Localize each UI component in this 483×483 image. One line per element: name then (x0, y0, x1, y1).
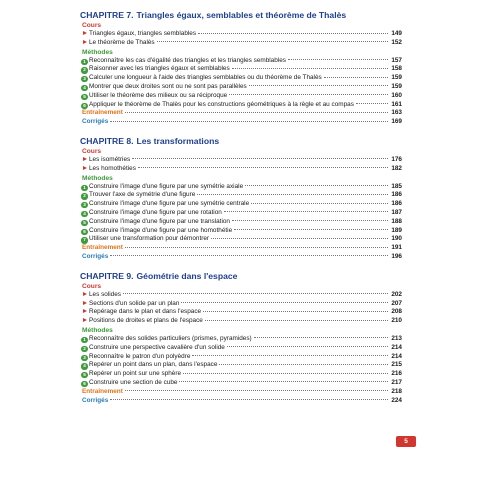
entry-page: 214 (391, 352, 402, 360)
triangle-bullet-icon (83, 31, 87, 35)
dot-leader (232, 68, 388, 69)
chapter-title-text: Les transformations (136, 135, 220, 146)
toc-entry-cours[interactable] (80, 291, 402, 300)
toc-entry-entrainement[interactable] (80, 388, 402, 397)
dot-leader (138, 167, 388, 168)
entry-page: 186 (391, 191, 402, 199)
entry-label: Les homothéties (89, 164, 136, 172)
toc-entry-methode[interactable] (80, 92, 402, 101)
entry-page: 157 (391, 56, 402, 64)
toc-entry-methode[interactable] (80, 344, 402, 353)
triangle-bullet-icon (83, 40, 87, 44)
dot-leader (157, 41, 388, 42)
number-circle-icon: 4 (83, 210, 86, 216)
entry-page: 189 (391, 226, 402, 234)
toc-entry-cours[interactable] (80, 30, 402, 39)
entry-page: 208 (391, 308, 402, 316)
toc-entry-corriges[interactable] (80, 118, 402, 127)
entry-page: 188 (391, 217, 402, 225)
number-circle-icon: 4 (83, 363, 86, 369)
number-circle-icon: 3 (83, 202, 86, 208)
number-circle-icon: 2 (83, 345, 86, 351)
toc-entry-corriges[interactable] (80, 397, 402, 406)
toc-entry-methode[interactable] (80, 361, 402, 370)
chapter-title (80, 271, 402, 282)
toc-entry-methode[interactable] (80, 65, 402, 74)
dot-leader (183, 373, 388, 374)
table-of-contents (80, 10, 402, 414)
dot-leader (203, 311, 388, 312)
entry-page: 185 (391, 182, 402, 190)
entry-label: Construire l'image d'une figure par une symétrie axiale (89, 182, 244, 190)
chapter-title (80, 10, 402, 21)
dot-leader (224, 211, 388, 212)
triangle-bullet-icon (83, 318, 87, 322)
chapter-9 (80, 271, 402, 406)
entry-label: Construire l'image d'une figure par une rotation (89, 208, 222, 216)
number-circle-icon: 1 (83, 58, 86, 64)
entry-label: Reconnaître des solides particuliers (prismes, pyramides) (89, 334, 252, 342)
page-number-badge: 5 (396, 436, 416, 447)
entry-page: 161 (391, 100, 402, 108)
number-circle-icon: 3 (83, 76, 86, 82)
entry-page: 215 (391, 361, 402, 369)
toc-entry-cours[interactable] (80, 165, 402, 174)
entry-page: 218 (391, 387, 402, 395)
entry-page: 159 (391, 82, 402, 90)
number-circle-icon: 6 (83, 102, 86, 108)
toc-entry-methode[interactable] (80, 370, 402, 379)
dot-leader (198, 33, 388, 34)
entry-page: 210 (391, 317, 402, 325)
dot-leader (197, 194, 388, 195)
triangle-bullet-icon (83, 157, 87, 161)
dot-leader (229, 94, 388, 95)
entry-page: 213 (391, 334, 402, 342)
number-circle-icon: 2 (83, 193, 86, 199)
methodes-heading: Méthodes (82, 48, 113, 56)
toc-entry-cours[interactable] (80, 156, 402, 165)
number-circle-icon: 6 (83, 228, 86, 234)
toc-entry-methode[interactable] (80, 218, 402, 227)
dot-leader (219, 364, 388, 365)
entry-label: Reconnaître les cas d'égalité des triangles et les triangles semblables (89, 56, 286, 64)
cours-heading: Cours (82, 147, 102, 155)
toc-entry-methode[interactable] (80, 235, 402, 244)
toc-entry-methode[interactable] (80, 183, 402, 192)
dot-leader (179, 381, 388, 382)
dot-leader (211, 238, 388, 239)
entry-label: Calculer une longueur à l'aide des triangles semblables ou du théorème de Thalès (89, 74, 322, 82)
dot-leader (232, 220, 388, 221)
dot-leader (249, 85, 388, 86)
entry-label: Repérage dans le plan et dans l'espace (89, 308, 202, 316)
entry-label: Les solides (89, 290, 121, 298)
toc-entry-entrainement[interactable] (80, 109, 402, 118)
methodes-heading: Méthodes (82, 174, 113, 182)
dot-leader (245, 185, 388, 186)
entry-page: 186 (391, 200, 402, 208)
entry-page: 152 (391, 38, 402, 46)
entry-label: Utiliser le théorème des milieux ou sa réciproque (89, 91, 228, 99)
triangle-bullet-icon (83, 166, 87, 170)
entry-label: Utiliser une transformation pour démontrer (89, 235, 210, 243)
triangle-bullet-icon (83, 292, 87, 296)
entry-label: Les isométries (89, 155, 131, 163)
entry-page: 191 (391, 244, 402, 252)
toc-entry-methode[interactable] (80, 74, 402, 83)
entry-label: Construire l'image d'une figure par une homothétie (89, 226, 233, 234)
chapter-title-text: Triangles égaux, semblables et théorème de Thalès (136, 10, 347, 20)
dot-leader (110, 255, 388, 256)
toc-entry-methode[interactable] (80, 353, 402, 362)
chapter-7 (80, 10, 402, 127)
number-circle-icon: 7 (83, 237, 86, 243)
entry-page: 224 (391, 396, 402, 404)
dot-leader (110, 399, 388, 400)
entry-page: 202 (391, 290, 402, 298)
toc-entry-cours[interactable] (80, 300, 402, 309)
dot-leader (125, 390, 388, 391)
dot-leader (110, 121, 388, 122)
number-circle-icon: 4 (83, 84, 86, 90)
toc-entry-methode[interactable] (80, 227, 402, 236)
number-circle-icon: 5 (83, 93, 86, 99)
dot-leader (324, 77, 388, 78)
dot-leader (123, 293, 388, 294)
dot-leader (234, 229, 388, 230)
number-circle-icon: 6 (83, 380, 86, 386)
dot-leader (192, 355, 388, 356)
entry-label: Entraînement (82, 244, 123, 252)
chapter-title (80, 136, 402, 147)
entry-page: 163 (391, 109, 402, 117)
entry-page: 159 (391, 74, 402, 82)
entry-label: Appliquer le théorème de Thalès pour les constructions géométriques à la règle et au compas (89, 100, 354, 108)
entry-label: Repérer un point dans un plan, dans l'espace (89, 361, 218, 369)
entry-page: 217 (391, 378, 402, 386)
chapter-number: CHAPITRE 7. (80, 10, 134, 20)
dot-leader (288, 59, 388, 60)
dot-leader (356, 103, 388, 104)
number-circle-icon: 3 (83, 354, 86, 360)
dot-leader (205, 320, 388, 321)
number-circle-icon: 1 (83, 336, 86, 342)
toc-entry-cours[interactable] (80, 308, 402, 317)
cours-heading: Cours (82, 22, 102, 29)
entry-label: Raisonner avec les triangles égaux et semblables (89, 65, 230, 73)
entry-label: Positions de droites et plans de l'espace (89, 317, 203, 325)
entry-label: Corrigés (82, 252, 109, 260)
chapter-number: CHAPITRE 8. (80, 135, 134, 146)
entry-label: Corrigés (82, 118, 109, 126)
triangle-bullet-icon (83, 301, 87, 305)
methodes-heading: Méthodes (82, 326, 113, 334)
entry-label: Reconnaître le patron d'un polyèdre (89, 352, 191, 360)
toc-entry-methode[interactable] (80, 200, 402, 209)
chapter-title-text: Géométrie dans l'espace (136, 270, 238, 281)
entry-label: Construire une section de cube (89, 378, 178, 386)
triangle-bullet-icon (83, 309, 87, 313)
number-circle-icon: 2 (83, 67, 86, 73)
chapter-8 (80, 136, 402, 262)
number-circle-icon: 5 (83, 219, 86, 225)
entry-label: Construire l'image d'une figure par une symétrie centrale (89, 200, 250, 208)
toc-entry-methode[interactable] (80, 83, 402, 92)
toc-entry-methode[interactable] (80, 209, 402, 218)
entry-page: 149 (391, 30, 402, 37)
entry-label: Montrer que deux droites sont ou ne sont pas parallèles (89, 82, 247, 90)
toc-entry-entrainement[interactable] (80, 244, 402, 253)
dot-leader (125, 247, 388, 248)
entry-page: 216 (391, 370, 402, 378)
entry-label: Sections d'un solide par un plan (89, 299, 180, 307)
dot-leader (251, 203, 388, 204)
number-circle-icon: 5 (83, 372, 86, 378)
entry-label: Entraînement (82, 387, 123, 395)
entry-label: Entraînement (82, 109, 123, 117)
dot-leader (132, 158, 388, 159)
dot-leader (181, 302, 388, 303)
entry-page: 176 (391, 155, 402, 163)
entry-label: Repérer un point sur une sphère (89, 370, 182, 378)
entry-label: Le théorème de Thalès (89, 38, 155, 46)
toc-entry-methode[interactable] (80, 379, 402, 388)
entry-label: Construire l'image d'une figure par une translation (89, 217, 230, 225)
toc-entry-methode[interactable] (80, 335, 402, 344)
toc-entry-corriges[interactable] (80, 253, 402, 262)
entry-label: Construire une perspective cavalière d'un solide (89, 343, 225, 351)
entry-page: 214 (391, 343, 402, 351)
toc-entry-methode[interactable] (80, 57, 402, 66)
toc-entry-methode[interactable] (80, 101, 402, 110)
dot-leader (125, 112, 388, 113)
entry-page: 182 (391, 164, 402, 172)
toc-entry-methode[interactable] (80, 191, 402, 200)
toc-entry-cours[interactable] (80, 317, 402, 326)
entry-page: 190 (391, 235, 402, 243)
dot-leader (254, 337, 388, 338)
toc-entry-cours[interactable] (80, 39, 402, 48)
entry-page: 169 (391, 118, 402, 126)
entry-page: 160 (391, 91, 402, 99)
entry-label: Triangles égaux, triangles semblables (89, 30, 197, 37)
entry-page: 158 (391, 65, 402, 73)
entry-page: 187 (391, 208, 402, 216)
number-circle-icon: 1 (83, 184, 86, 190)
cours-heading: Cours (82, 282, 102, 290)
entry-label: Corrigés (82, 396, 109, 404)
chapter-number: CHAPITRE 9. (80, 270, 134, 281)
entry-page: 207 (391, 299, 402, 307)
dot-leader (227, 346, 388, 347)
entry-page: 196 (391, 252, 402, 260)
entry-label: Trouver l'axe de symétrie d'une figure (89, 191, 196, 199)
